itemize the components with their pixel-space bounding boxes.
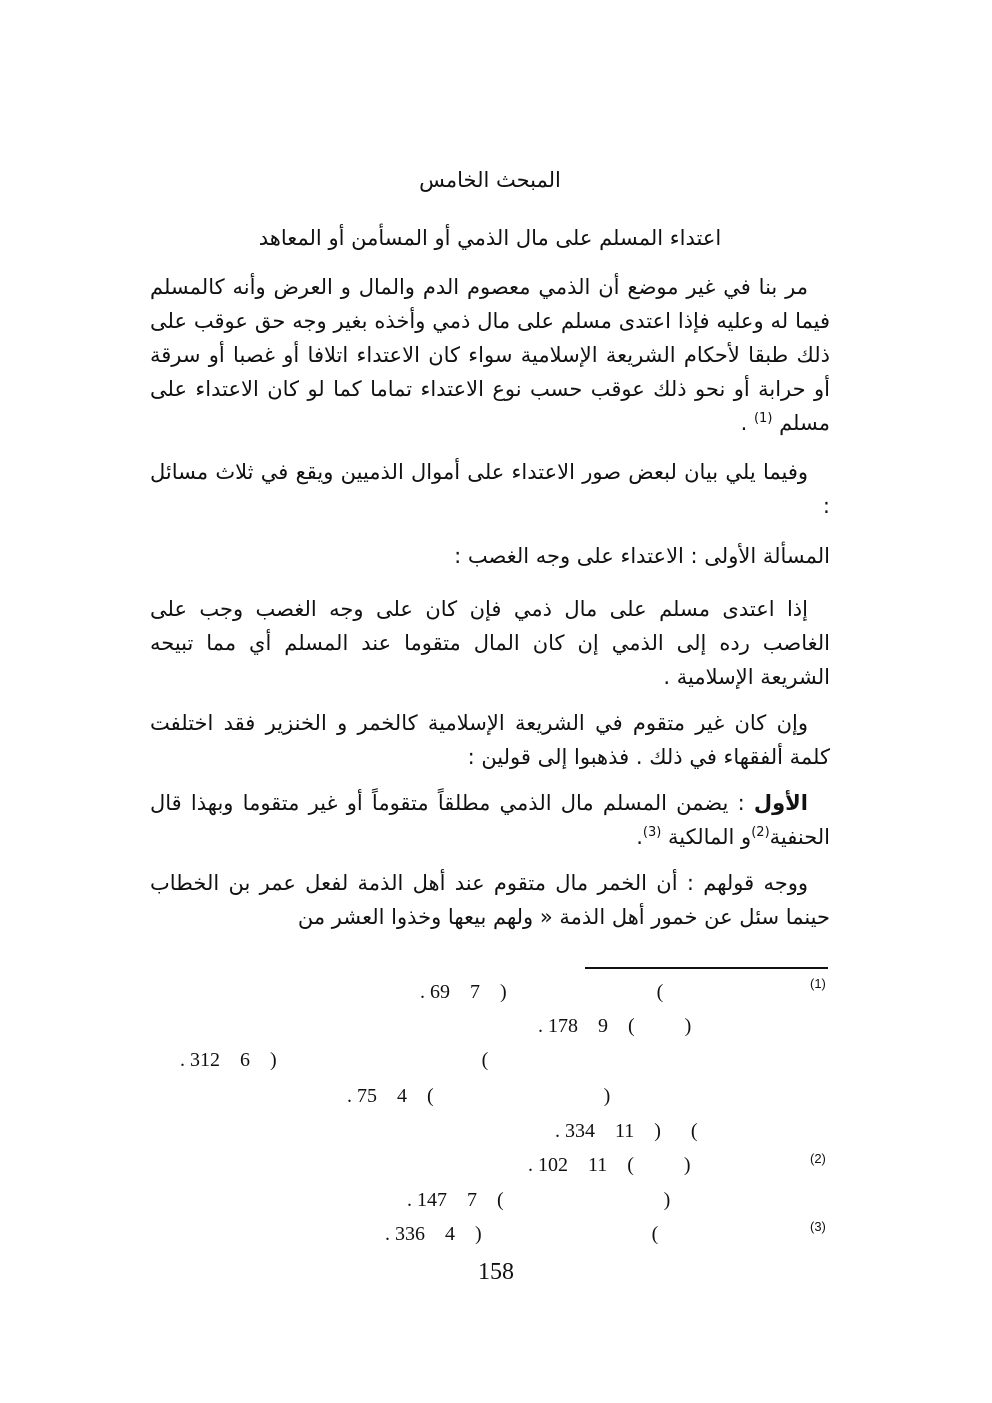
paragraph-2 — [150, 455, 830, 523]
paragraph-4 — [150, 592, 830, 694]
first-opinion-label: الأول — [753, 791, 808, 815]
paragraph-2-text: وفيما يلي بيان لبعض صور الاعتداء على أموال الذميين ويقع في ثلاث مسائل : — [150, 460, 830, 518]
paragraph-6-mid: و المالكية — [661, 825, 752, 849]
footnote-mark-2: (2) — [810, 1151, 826, 1166]
paragraph-1-text: مر بنا في غير موضع أن الذمي معصوم الدم والمال و العرض وأنه كالمسلم فيما له وعليه فإذا اعتدى مسلم على مال ذمي وأخذه بغير وجه حق عوقب على ذلك طبقا لأحكام الشريعة الإسلامية سواء كان الاعتداء اتلافا أو غصبا أو سرقة أو حرابة أو نحو ذلك عوقب حسب نوع الاعتداء تماما كما لو كان الاعتداء على مسلم — [150, 275, 830, 435]
paragraph-6 — [150, 786, 830, 854]
paragraph-7-text: ووجه قولهم : أن الخمر مال متقوم عند أهل الذمة لفعل عمر بن الخطاب حينما سئل عن خمور أهل الذمة « ولهم بيعها وخذوا العشر من — [150, 871, 830, 929]
footnote-line-6: . 102 11 ( ) — [528, 1154, 691, 1176]
paragraph-6-end: . — [636, 825, 643, 849]
issue-heading: المسألة الأولى : الاعتداء على وجه الغصب : — [454, 544, 830, 568]
footnote-line-7: . 147 7 ( ) — [407, 1189, 671, 1211]
paragraph-1 — [150, 270, 830, 440]
section-title: المبحث الخامس — [419, 168, 561, 192]
footnote-line-2: . 178 9 ( ) — [538, 1015, 692, 1037]
footnote-line-4: . 75 4 ( ) — [347, 1085, 611, 1107]
footnote-line-3: . 312 6 ) ( — [180, 1049, 489, 1071]
footnote-ref-3: (3) — [642, 825, 662, 840]
paragraph-5 — [150, 706, 830, 774]
footnote-mark-3: (3) — [810, 1219, 826, 1234]
footnote-line-1: . 69 7 ) ( — [420, 981, 664, 1003]
paragraph-6-text: : يضمن المسلم مال الذمي مطلقاً متقوماً أو غير متقوما وبهذا قال الحنفية — [150, 791, 830, 849]
paragraph-5-text: وإن كان غير متقوم في الشريعة الإسلامية كالخمر و الخنزير فقد اختلفت كلمة ألفقهاء في ذلك . فذهبوا إلى قولين : — [150, 711, 830, 769]
paragraph-1-end: . — [740, 411, 754, 435]
footnote-ref-2: (2) — [751, 825, 770, 840]
footnote-line-8: . 336 4 ) ( — [385, 1223, 659, 1245]
footnote-mark-1: (1) — [810, 976, 826, 991]
section-subtitle: اعتداء المسلم على مال الذمي أو المسأمن أو المعاهد — [258, 226, 722, 250]
paragraph-7 — [150, 866, 830, 934]
paragraph-4-text: إذا اعتدى مسلم على مال ذمي فإن كان على وجه الغصب وجب على الغاصب رده إلى الذمي إن كان المال متقوما عند المسلم أي مما تبيحه الشريعة الإسلامية . — [150, 597, 830, 689]
page-number: 158 — [478, 1259, 514, 1285]
footnote-line-5: . 334 11 ) ( — [555, 1120, 698, 1142]
footnote-ref-1: (1) — [753, 411, 773, 426]
footnote-separator — [585, 967, 828, 969]
